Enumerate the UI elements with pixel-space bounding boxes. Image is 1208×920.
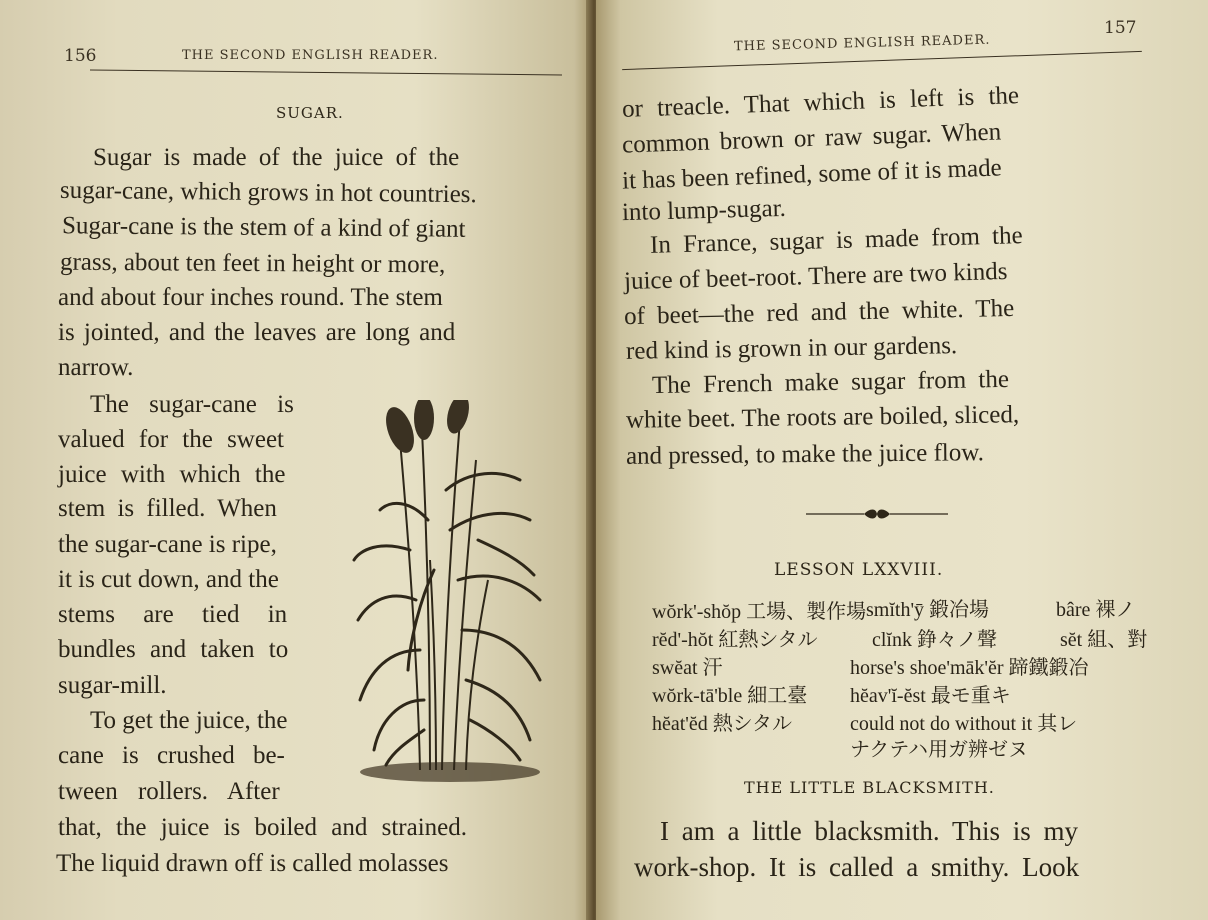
text-line: grass, about ten feet in height or more, bbox=[59, 248, 446, 279]
text-line: of beet—the red and the white. The bbox=[623, 294, 1015, 331]
vocab-item: swĕat 汗 bbox=[652, 657, 723, 679]
vocab-item: wŏrk'-shŏp 工場、製作場 bbox=[652, 601, 867, 623]
text-line: is jointed, and the leaves are long and bbox=[58, 319, 456, 346]
text-line: that, the juice is boiled and strained. bbox=[58, 814, 468, 841]
text-line: red kind is grown in our gardens. bbox=[625, 332, 958, 365]
story-title: THE LITTLE BLACKSMITH. bbox=[744, 778, 995, 797]
text-line: sugar-cane, which grows in hot countries. bbox=[59, 176, 477, 209]
text-line: the sugar-cane is ripe, bbox=[58, 531, 277, 558]
text-line: The French make sugar from the bbox=[651, 365, 1010, 400]
text-line: or treacle. That which is left is the bbox=[621, 82, 1020, 123]
text-line: and about four inches round. The stem bbox=[58, 284, 443, 311]
vocab-item: hĕav'ĭ-ĕst 最モ重キ bbox=[850, 685, 1011, 707]
running-head-right: THE SECOND ENGLISH READER. bbox=[733, 32, 991, 55]
vocab-item: smĭth'ȳ 鍛冶場 bbox=[866, 599, 990, 621]
text-line: sugar-mill. bbox=[58, 672, 167, 699]
vocab-item: wŏrk-tā'ble 細工臺 bbox=[652, 685, 808, 707]
page-number-left: 156 bbox=[64, 46, 97, 66]
text-line: stem is filled. When bbox=[58, 495, 277, 522]
page-title: SUGAR. bbox=[276, 104, 344, 122]
right-page bbox=[596, 0, 1208, 920]
sugar-cane-illustration bbox=[350, 400, 550, 790]
vocab-item: rĕd'-hŏt 紅熱シタル bbox=[652, 629, 818, 651]
running-head-left: THE SECOND ENGLISH READER. bbox=[182, 48, 439, 63]
text-line: work-shop. It is called a smithy. Look bbox=[634, 852, 1080, 882]
ornament-divider-icon bbox=[806, 508, 948, 520]
vocab-item: clĭnk 錚々ノ聲 bbox=[872, 629, 997, 651]
left-page bbox=[0, 0, 592, 920]
text-line: valued for the sweet bbox=[58, 426, 285, 453]
page-number-right: 157 bbox=[1104, 18, 1137, 38]
text-line: and pressed, to make the juice flow. bbox=[625, 439, 985, 470]
text-line: To get the juice, the bbox=[90, 707, 288, 734]
text-line: I am a little blacksmith. This is my bbox=[660, 816, 1078, 846]
text-line: into lump-sugar. bbox=[621, 194, 787, 227]
text-line: juice of beet-root. There are two kinds bbox=[623, 257, 1008, 296]
text-line: it is cut down, and the bbox=[58, 566, 279, 593]
text-line: tween rollers. After bbox=[58, 778, 280, 805]
text-line: cane is crushed be- bbox=[58, 742, 285, 769]
vocab-item: horse's shoe'māk'ĕr 蹄鐵鍛冶 bbox=[850, 657, 1089, 679]
text-line: Sugar is made of the juice of the bbox=[93, 144, 460, 171]
header-rule-left bbox=[90, 70, 562, 76]
text-line: The sugar-cane is bbox=[90, 391, 294, 418]
lesson-title: LESSON LXXVIII. bbox=[774, 560, 944, 580]
vocab-item: could not do without it 其レ bbox=[850, 713, 1078, 735]
text-line: bundles and taken to bbox=[58, 636, 289, 663]
text-line: Sugar-cane is the stem of a kind of giant bbox=[61, 212, 466, 243]
vocab-item: hĕat'ĕd 熱シタル bbox=[652, 713, 792, 735]
vocab-item: bâre 裸ノ bbox=[1056, 599, 1136, 621]
text-line: stems are tied in bbox=[58, 601, 288, 628]
vocab-item: ナクテハ用ガ辨ゼヌ bbox=[850, 739, 1028, 761]
text-line: common brown or raw sugar. When bbox=[621, 118, 1002, 159]
text-line: it has been refined, some of it is made bbox=[621, 154, 1003, 195]
text-line: narrow. bbox=[58, 354, 134, 381]
text-line: juice with which the bbox=[58, 461, 286, 488]
vocab-item: sĕt 組、對 bbox=[1060, 629, 1148, 651]
header-rule-right bbox=[622, 51, 1142, 70]
text-line: In France, sugar is made from the bbox=[649, 222, 1023, 259]
text-line: The liquid drawn off is called molasses bbox=[56, 850, 449, 877]
text-line: white beet. The roots are boiled, sliced, bbox=[625, 401, 1020, 434]
